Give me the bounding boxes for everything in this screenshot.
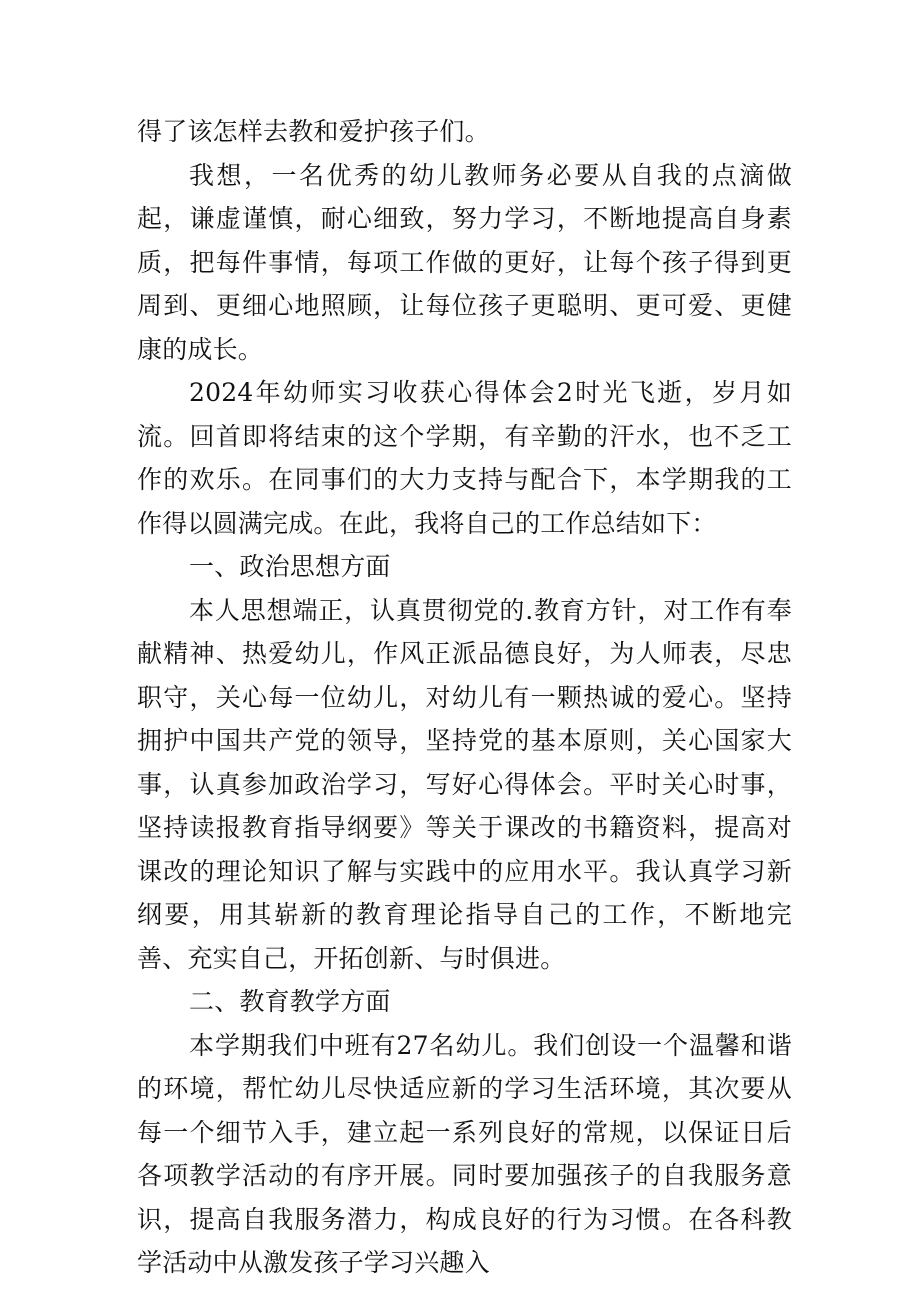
section-heading-teaching: 二、教育教学方面 bbox=[189, 987, 391, 1016]
document-body bbox=[137, 110, 792, 1285]
paragraph-continuation: 得了该怎样去教和爱护孩子们。 bbox=[137, 117, 490, 146]
paragraph: 本学期我们中班有27名幼儿。我们创设一个温馨和谐的环境，帮忙幼儿尽快适应新的学习生活环境，其次要从每一个细节入手，建立起一系列良好的常规，以保证日后各项教学活动的有序开展。同时要加强孩子的自我服务意识，提高自我服务潜力，构成良好的行为习惯。在各科教学活动中从激发孩子学习兴趣入 bbox=[137, 1030, 792, 1277]
paragraph: 2024年幼师实习收获心得体会2时光飞逝，岁月如流。回首即将结束的这个学期，有辛勤的汗水，也不乏工作的欢乐。在同事们的大力支持与配合下，本学期我的工作得以圆满完成。在此，我将自己的工作总结如下： bbox=[137, 378, 792, 538]
paragraph: 本人思想端正，认真贯彻党的.教育方针，对工作有奉献精神、热爱幼儿，作风正派品德良好，为人师表，尽忠职守，关心每一位幼儿，对幼儿有一颗热诚的爱心。坚持拥护中国共产党的领导，坚持党的基本原则，关心国家大事，认真参加政治学习，写好心得体会。平时关心时事，坚持读报教育指导纲要》等关于课改的书籍资料，提高对课改的理论知识了解与实践中的应用水平。我认真学习新纲要，用其崭新的教育理论指导自己的工作，不断地完善、充实自己，开拓创新、与时俱进。 bbox=[137, 595, 792, 973]
paragraph: 我想，一名优秀的幼儿教师务必要从自我的点滴做起，谦虚谨慎，耐心细致，努力学习，不断地提高自身素质，把每件事情，每项工作做的更好，让每个孩子得到更周到、更细心地照顾，让每位孩子更聪明、更可爱、更健康的成长。 bbox=[137, 160, 792, 364]
section-heading-political: 一、政治思想方面 bbox=[189, 552, 391, 581]
